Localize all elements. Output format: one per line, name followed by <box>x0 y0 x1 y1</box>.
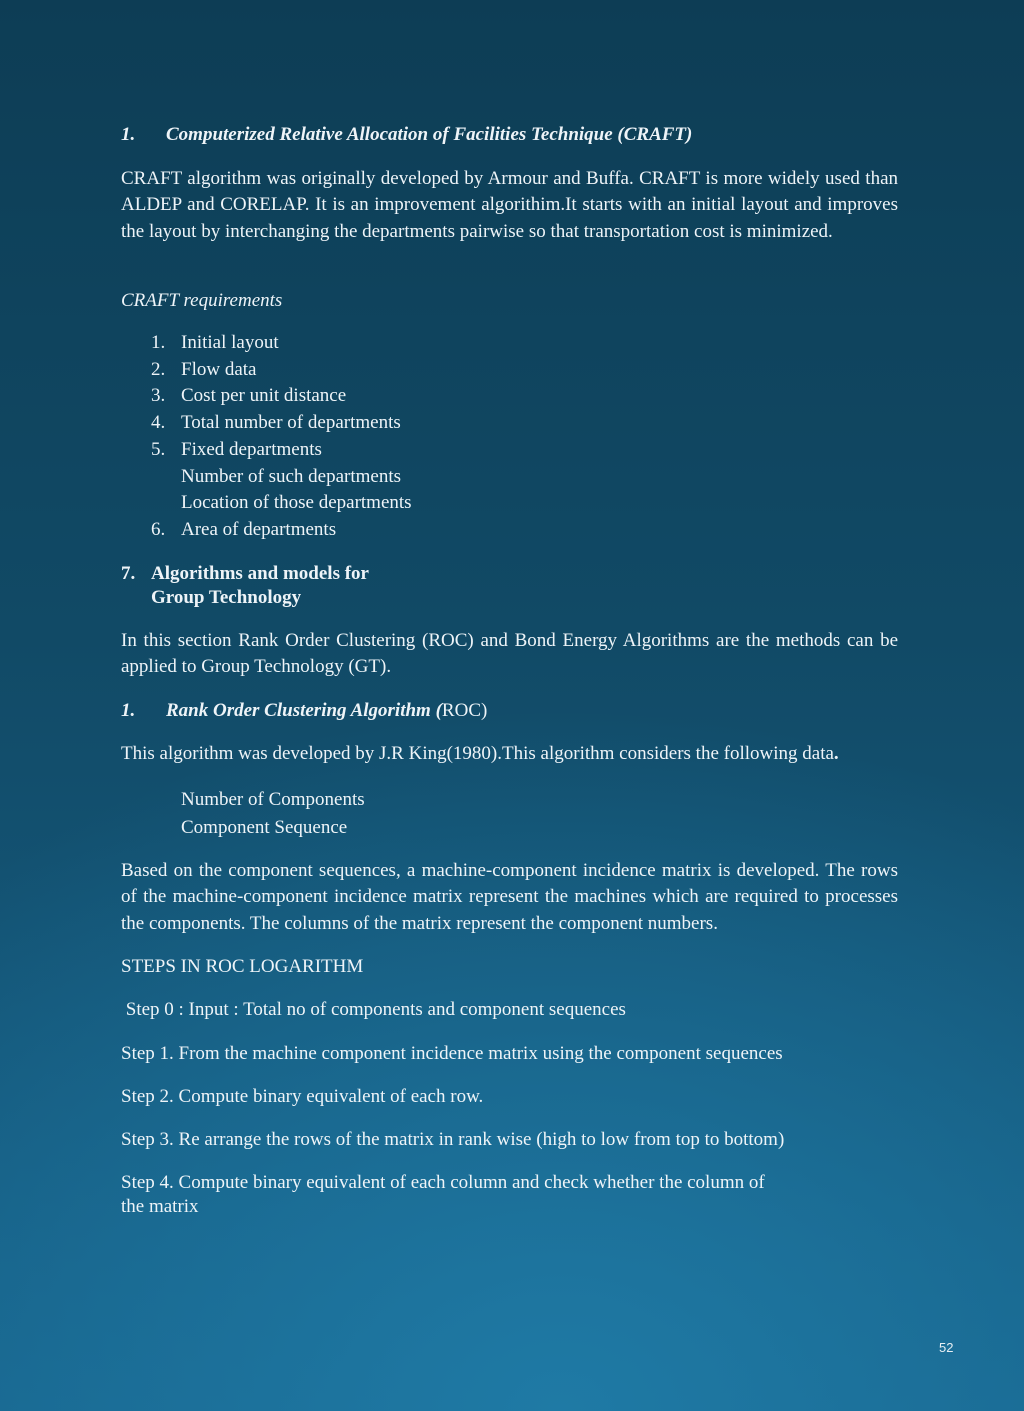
list-item: 2. Flow data <box>151 358 257 380</box>
craft-heading-number: 1. <box>121 124 136 145</box>
roc-step-2: Step 2. Compute binary equivalent of each row. <box>121 1086 484 1107</box>
roc-step-1-block <box>121 1042 898 1066</box>
gt-heading <box>121 562 898 610</box>
list-item: 4. Total number of departments <box>151 412 401 434</box>
roc-data-list-block <box>121 786 898 842</box>
list-item: Location of those departments <box>181 492 412 514</box>
roc-heading <box>121 699 898 723</box>
roc-step-4-block <box>121 1171 898 1219</box>
roc-steps-heading-block <box>121 955 898 979</box>
craft-heading <box>121 123 898 147</box>
roc-step-3-block <box>121 1128 898 1152</box>
roc-intro: This algorithm was developed by J.R King(1980).This algorithm considers the following data <box>121 743 834 764</box>
roc-step-0: Step 0 : Input : Total no of components and component sequences <box>121 999 626 1020</box>
list-item: 1. Initial layout <box>151 332 279 353</box>
list-item: 5. Fixed departments <box>151 438 322 460</box>
gt-heading-line2: Group Technology <box>151 587 302 608</box>
roc-step-3: Step 3. Re arrange the rows of the matrix in rank wise (high to low from top to bottom) <box>121 1129 785 1150</box>
roc-paragraph: Based on the component sequences, a machine-component incidence matrix is developed. The rows of the machine-component incidence matrix represent the machines which are required to processes the components. The columns of the matrix represent the component numbers. <box>121 860 898 934</box>
craft-requirements-list <box>151 330 928 544</box>
craft-requirements-label: CRAFT requirements <box>121 290 283 311</box>
craft-requirements-label-block <box>121 289 898 313</box>
roc-heading-title: Rank Order Clustering Algorithm ( <box>166 700 442 721</box>
roc-step-2-block <box>121 1085 898 1109</box>
craft-heading-title: Computerized Relative Allocation of Facilities Technique (CRAFT) <box>166 124 693 145</box>
gt-paragraph-block <box>121 628 898 681</box>
gt-paragraph: In this section Rank Order Clustering (ROC) and Bond Energy Algorithms are the methods can be applied to Group Technology (GT). <box>121 630 898 678</box>
list-item: 3. Cost per unit distance <box>151 385 347 407</box>
roc-step-1: Step 1. From the machine component incidence matrix using the component sequences <box>121 1043 783 1064</box>
list-item: Number of such departments <box>181 465 402 487</box>
list-item: Component Sequence <box>181 817 348 838</box>
roc-heading-abbrev: ROC) <box>441 700 488 721</box>
list-item: Number of Components <box>181 789 365 810</box>
roc-steps-heading: STEPS IN ROC LOGARITHM <box>121 956 364 977</box>
craft-requirements-list-block <box>151 330 928 544</box>
roc-step-4-line2: the matrix <box>121 1196 199 1217</box>
page-number: 52 <box>939 1340 954 1355</box>
roc-paragraph-block <box>121 858 898 937</box>
roc-step-0-block <box>121 998 898 1022</box>
list-item: 6. Area of departments <box>151 518 337 540</box>
gt-heading-number: 7. <box>121 563 136 584</box>
roc-heading-number: 1. <box>121 700 136 721</box>
craft-paragraph: CRAFT algorithm was originally developed by Armour and Buffa. CRAFT is more widely used than ALDEP and CORELAP. It is an improvement algorithim.It starts with an initial layout and improves the layout by interchanging the departments pairwise so that transportation cost is minimized. <box>121 168 898 242</box>
craft-paragraph-block <box>121 166 898 245</box>
roc-data-list <box>121 786 898 842</box>
roc-step-4-line1: Step 4. Compute binary equivalent of each column and check whether the column of <box>121 1172 765 1193</box>
roc-intro-end: . <box>833 743 839 764</box>
roc-intro-block <box>121 742 898 766</box>
gt-heading-line1: Algorithms and models for <box>151 563 369 584</box>
